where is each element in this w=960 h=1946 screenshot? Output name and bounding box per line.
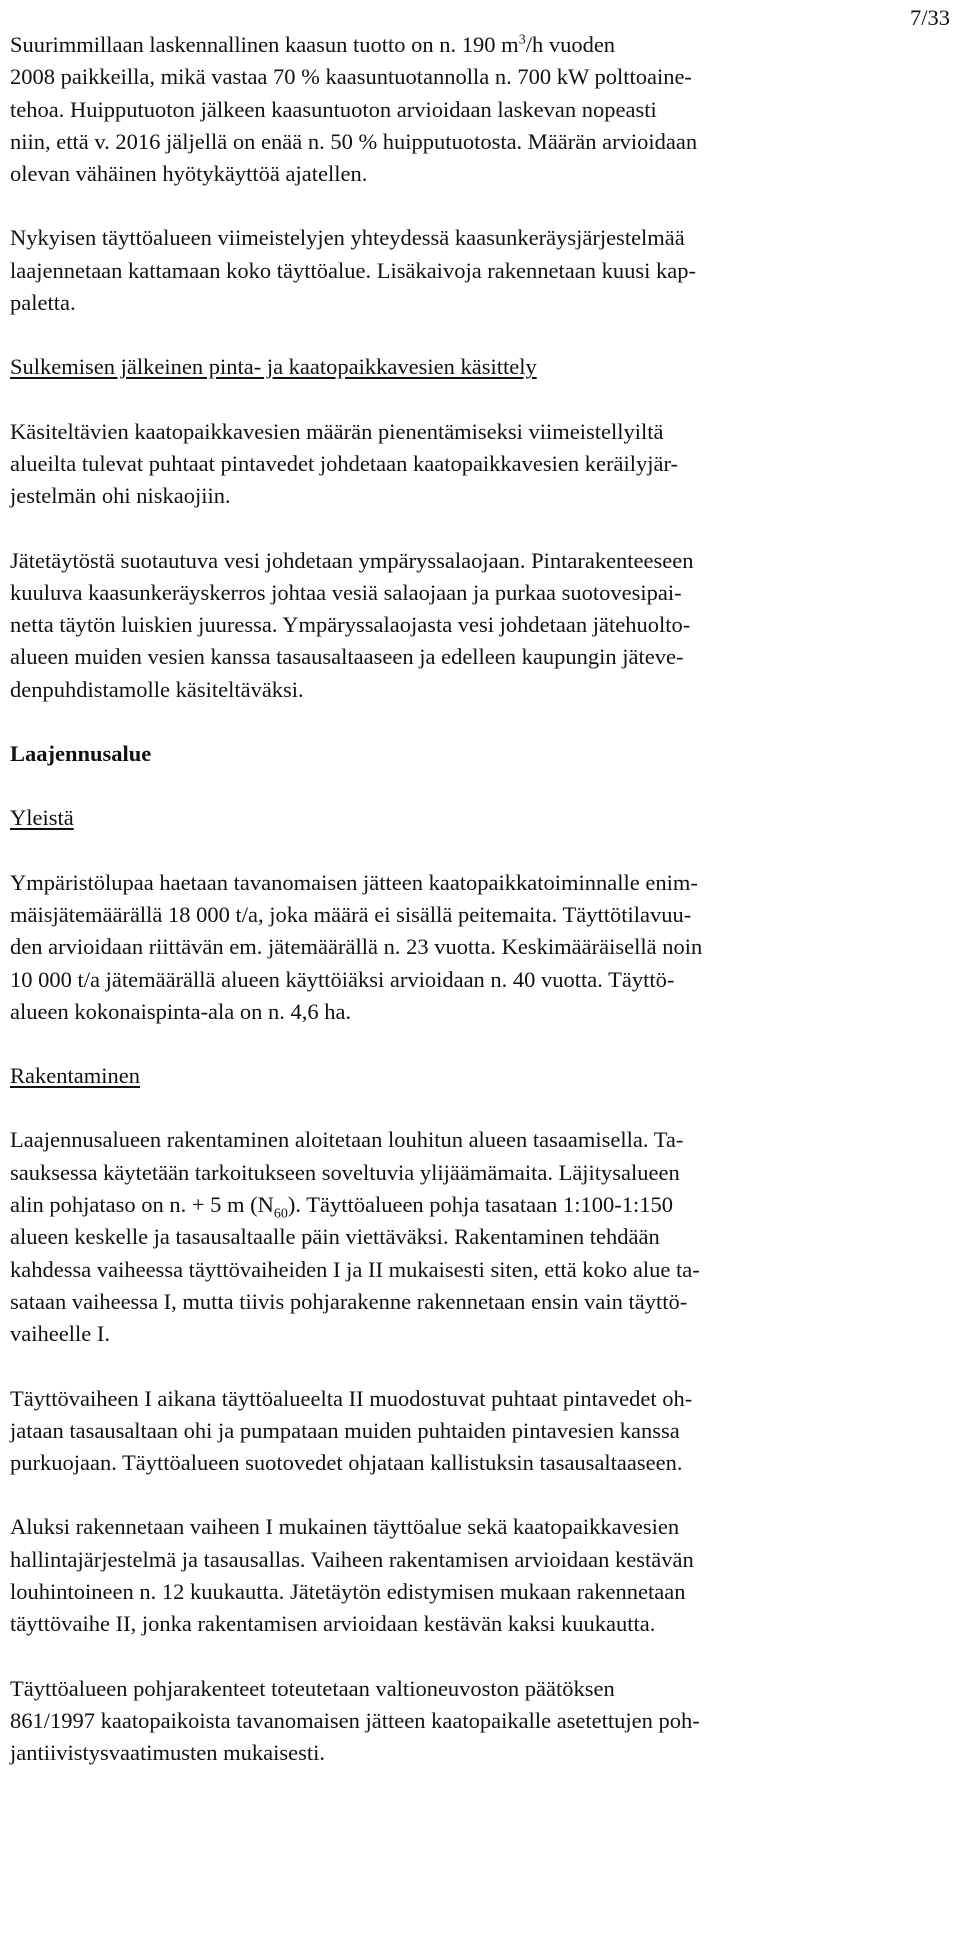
text-line: 861/1997 kaatopaikoista tavanomaisen jätteen kaatopaikalle asetettujen poh-	[10, 1707, 700, 1733]
paragraph-gap	[10, 1479, 950, 1511]
text-line: alueen muiden vesien kanssa tasausaltaaseen ja edelleen kaupungin jäteve-	[10, 644, 684, 670]
text-line: laajennetaan kattamaan koko täyttöalue. Lisäkaivoja rakennetaan kuusi kap-	[10, 257, 696, 283]
paragraph-gas-yield	[10, 29, 950, 190]
paragraph-base-structures	[10, 1673, 950, 1770]
text-line: den arvioidaan riittävän em. jätemäärällä n. 23 vuotta. Keskimääräisellä noin	[10, 934, 703, 960]
text-line: tehoa. Huipputuoton jälkeen kaasuntuoton arvioidaan laskevan nopeasti	[10, 96, 657, 122]
text-span: ). Täyttöalueen pohja tasataan 1:100-1:150	[287, 1192, 673, 1218]
paragraph-construction	[10, 1124, 950, 1350]
text-line: 10 000 t/a jätemäärällä alueen käyttöiäksi arvioidaan n. 40 vuotta. Täyttö-	[10, 966, 675, 992]
text-line	[10, 29, 950, 61]
text-line: Aluksi rakennetaan vaiheen I mukainen täyttöalue sekä kaatopaikkavesien	[10, 1514, 680, 1540]
text-line: paletta.	[10, 290, 76, 316]
paragraph-gap	[10, 513, 950, 545]
text-line: kuuluva kaasunkeräyskerros johtaa vesiä salaojaan ja purkaa suotovesipai-	[10, 579, 682, 605]
text-line: Täyttöalueen pohjarakenteet toteutetaan valtioneuvoston päätöksen	[10, 1675, 615, 1701]
subscript: 60	[273, 1206, 288, 1222]
paragraph-schedule	[10, 1511, 950, 1640]
text-line: purkuojaan. Täyttöalueen suotovedet ohjataan kallistuksin tasausaltaaseen.	[10, 1450, 683, 1476]
document-body	[10, 29, 950, 1769]
text-line: denpuhdistamolle käsiteltäväksi.	[10, 676, 304, 702]
paragraph-permit	[10, 867, 950, 1028]
text-line: Käsiteltävien kaatopaikkavesien määrän pienentämiseksi viimeistellyiltä	[10, 418, 664, 444]
text-line: jestelmän ohi niskaojiin.	[10, 483, 231, 509]
paragraph-gas-collection	[10, 222, 950, 319]
paragraph-gap	[10, 770, 950, 802]
text-line: alueilta tulevat puhtaat pintavedet johdetaan kaatopaikkavesien keräilyjär-	[10, 450, 679, 476]
text-line: kahdessa vaiheessa täyttövaiheiden I ja II mukaisesti siten, että koko alue ta-	[10, 1256, 700, 1282]
subheading-yleista: Yleistä	[10, 805, 74, 831]
text-line: Ympäristölupaa haetaan tavanomaisen jätteen kaatopaikkatoiminnalle enim-	[10, 869, 698, 895]
text-line	[10, 1189, 950, 1221]
paragraph-gap	[10, 706, 950, 738]
text-line: 2008 paikkeilla, mikä vastaa 70 % kaasuntuotannolla n. 700 kW polttoaine-	[10, 64, 692, 90]
text-line: jataan tasausaltaan ohi ja pumpataan muiden puhtaiden pintavesien kanssa	[10, 1417, 680, 1443]
paragraph-gap	[10, 384, 950, 416]
paragraph-surface-water	[10, 416, 950, 513]
text-line: sataan vaiheessa I, mutta tiivis pohjarakenne rakennetaan ensin vain täyttö-	[10, 1288, 688, 1314]
paragraph-leachate	[10, 545, 950, 706]
text-span: Suurimmillaan laskennallinen kaasun tuotto on n. 190 m	[10, 32, 519, 57]
text-line: louhintoineen n. 12 kuukautta. Jätetäytön edistymisen mukaan rakennetaan	[10, 1578, 686, 1604]
text-line: Täyttövaiheen I aikana täyttöalueelta II muodostuvat puhtaat pintavedet oh-	[10, 1385, 693, 1411]
paragraph-gap	[10, 1351, 950, 1383]
text-span: alin pohjataso on n. + 5 m (N	[10, 1192, 274, 1218]
superscript: 3	[518, 32, 526, 48]
section-heading-laajennusalue: Laajennusalue	[10, 741, 152, 767]
paragraph-gap	[10, 835, 950, 867]
text-line: olevan vähäinen hyötykäyttöä ajatellen.	[10, 161, 368, 187]
text-line: jantiivistysvaatimusten mukaisesti.	[10, 1740, 325, 1766]
paragraph-gap	[10, 319, 950, 351]
paragraph-phase-one-waters	[10, 1383, 950, 1480]
text-line: alueen keskelle ja tasausaltaalle päin viettäväksi. Rakentaminen tehdään	[10, 1224, 660, 1250]
paragraph-gap	[10, 1641, 950, 1673]
text-line: mäisjätemäärällä 18 000 t/a, joka määrä ei sisällä peitemaita. Täyttötilavuu-	[10, 901, 692, 927]
page-number: 7/33	[909, 5, 950, 30]
subheading-rakentaminen: Rakentaminen	[10, 1063, 140, 1089]
text-line: hallintajärjestelmä ja tasausallas. Vaiheen rakentamisen arvioidaan kestävän	[10, 1546, 694, 1572]
paragraph-gap	[10, 1028, 950, 1060]
text-line: netta täytön luiskien juuressa. Ympäryssalaojasta vesi johdetaan jätehuolto-	[10, 612, 691, 638]
text-line: Laajennusalueen rakentaminen aloitetaan louhitun alueen tasaamisella. Ta-	[10, 1127, 684, 1153]
text-span: /h vuoden	[525, 32, 616, 57]
text-line: Jätetäytöstä suotautuva vesi johdetaan ympäryssalaojaan. Pintarakenteeseen	[10, 547, 694, 573]
text-line: vaiheelle I.	[10, 1321, 110, 1347]
section-heading-sulkeminen: Sulkemisen jälkeinen pinta- ja kaatopaikkavesien käsittely	[10, 354, 537, 380]
paragraph-gap	[10, 190, 950, 222]
text-line: niin, että v. 2016 jäljellä on enää n. 50 % huipputuotosta. Määrän arvioidaan	[10, 128, 698, 154]
text-line: alueen kokonaispinta-ala on n. 4,6 ha.	[10, 998, 352, 1024]
text-line: Nykyisen täyttöalueen viimeistelyjen yhteydessä kaasunkeräysjärjestelmää	[10, 225, 685, 251]
text-line: täyttövaihe II, jonka rakentamisen arvioidaan kestävän kaksi kuukautta.	[10, 1611, 656, 1637]
text-line: sauksessa käytetään tarkoitukseen soveltuvia ylijäämämaita. Läjitysalueen	[10, 1159, 680, 1185]
paragraph-gap	[10, 1092, 950, 1124]
